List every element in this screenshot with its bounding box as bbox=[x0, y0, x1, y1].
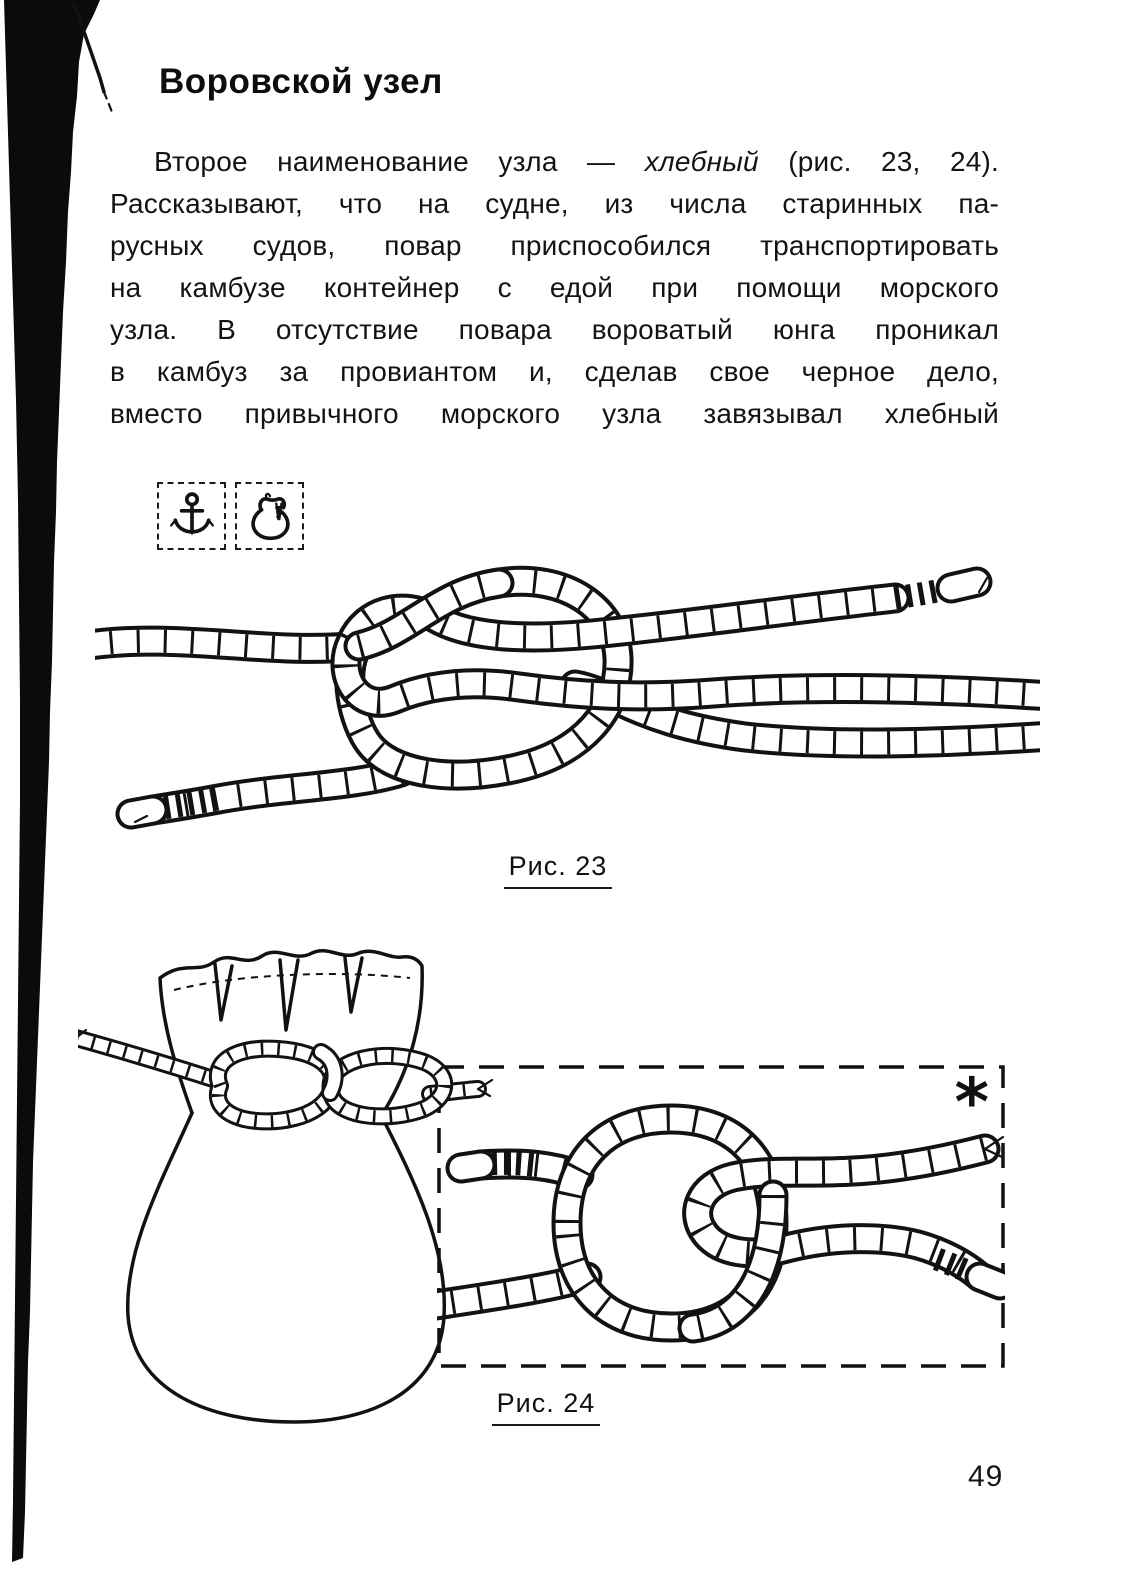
fig23-caption-text: Рис. 23 bbox=[508, 851, 608, 881]
sack-icon-box bbox=[235, 482, 304, 550]
fig24-caption bbox=[492, 1388, 600, 1426]
anchor-icon-box bbox=[157, 482, 226, 550]
fig24-caption-text: Рис. 24 bbox=[496, 1388, 596, 1418]
page-title: Воровской узел bbox=[159, 62, 443, 101]
paragraph-line: Рассказывают, что на судне, из числа старинных па- bbox=[110, 188, 999, 219]
caption-underline bbox=[492, 1424, 600, 1426]
caption-underline bbox=[504, 887, 612, 889]
fig23-thief-knot-drawing bbox=[95, 546, 1040, 854]
footnote-asterisk: * bbox=[954, 1064, 989, 1141]
line-text: (рис. 23, 24). bbox=[758, 146, 1000, 177]
italic-term: хлебный bbox=[644, 146, 759, 177]
fig23-caption bbox=[504, 851, 612, 889]
fig24-sack-drawing bbox=[78, 928, 510, 1433]
sack-outline bbox=[128, 951, 445, 1422]
paragraph-line bbox=[110, 141, 999, 183]
paragraph-line: узла. В отсутствие повара вороватый юнга проникал bbox=[110, 314, 999, 345]
paragraph-line: на камбузе контейнер с едой при помощи морского bbox=[110, 272, 999, 303]
sack-rope-knot bbox=[78, 1030, 492, 1121]
anchor-icon bbox=[169, 491, 215, 541]
sack-icon bbox=[247, 491, 293, 541]
paragraph-line: русных судов, повар приспособился транспортировать bbox=[110, 230, 999, 261]
line-text: Второе наименование узла — bbox=[154, 146, 645, 177]
rope-left-tail bbox=[131, 772, 401, 822]
paragraph-line: в камбуз за провиантом и, сделав свое черное дело, bbox=[110, 356, 999, 387]
rope-left-standing-part bbox=[95, 641, 359, 648]
body-paragraph bbox=[110, 141, 999, 435]
scan-binding-shadow bbox=[0, 0, 125, 1591]
fig24-inset-box bbox=[437, 1065, 1005, 1368]
knot-category-icons bbox=[157, 482, 304, 550]
page-number: 49 bbox=[968, 1460, 1004, 1493]
fig24-knot-drawing bbox=[437, 1065, 1005, 1368]
paragraph-line: вместо привычного морского узла завязывал хлебный bbox=[110, 398, 999, 429]
